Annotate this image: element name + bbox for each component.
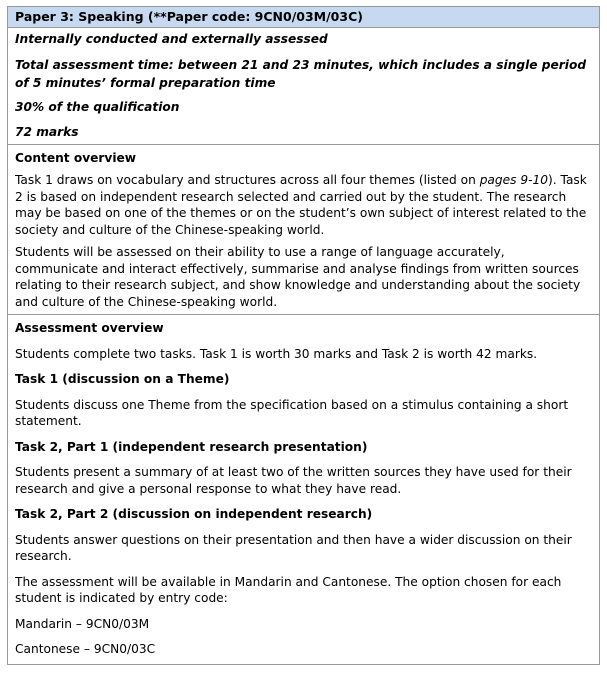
content-overview-section: [8, 144, 599, 315]
task1-text: Students discuss one Theme from the specification based on a stimulus containing a short statement.: [15, 397, 569, 428]
availability-text: The assessment will be available in Mandarin and Cantonese. The option chosen for each student is indicated by entry code:: [15, 574, 562, 605]
para1-start: Task 1 draws on vocabulary and structures across all four themes (listed on: [15, 173, 480, 187]
cantonese-code: Cantonese – 9CN0/03C: [15, 642, 156, 656]
assessment-overview-heading: Assessment overview: [15, 321, 164, 335]
assessment-info-section: [8, 27, 599, 144]
content-overview-heading: Content overview: [15, 150, 137, 165]
assessment-overview-section: [8, 314, 599, 664]
pages-reference: pages 9-10: [479, 173, 549, 187]
content-overview-para2: Students will be assessed on their ability to use a range of language accurately, communicate and interact effectively, summarise and analyse findings from written sources relating to their research subject, and show knowledge and understanding about the society and culture of the Chinese-speaking world.: [15, 245, 581, 309]
task2-part1-heading: Task 2, Part 1 (independent research presentation): [15, 439, 368, 454]
content-overview-para1: [15, 172, 591, 238]
qualification-weight: 30% of the qualification: [15, 99, 180, 114]
assessment-intro: Students complete two tasks. Task 1 is worth 30 marks and Task 2 is worth 42 marks.: [15, 346, 538, 361]
spec-table: [7, 6, 600, 665]
assessment-time: Total assessment time: between 21 and 23 minutes, which includes a single period of 5 minutes’ formal preparation time: [15, 57, 587, 90]
task2-part2-heading: Task 2, Part 2 (discussion on independent research): [15, 507, 373, 521]
task1-heading: Task 1 (discussion on a Theme): [15, 372, 230, 386]
task2-part2-text: Students answer questions on their presentation and then have a wider discussion on their research.: [15, 532, 572, 563]
paper-title: Paper 3: Speaking (**Paper code: 9CN0/03M/03C): [15, 9, 363, 24]
task2-part1-text: Students present a summary of at least two of the written sources they have used for their research and give a personal response to what they have read.: [15, 465, 572, 496]
assessment-mode: Internally conducted and externally assessed: [15, 32, 328, 46]
total-marks: 72 marks: [15, 125, 79, 139]
mandarin-code: Mandarin – 9CN0/03M: [15, 616, 150, 631]
paper-header: [8, 7, 599, 27]
para1-end: ). Task 2 is based on independent research selected and carried out by the student. The research may be based on one of the themes or on the student’s own subject of interest related to the society and culture of the Chinese-speaking world.: [15, 173, 587, 237]
